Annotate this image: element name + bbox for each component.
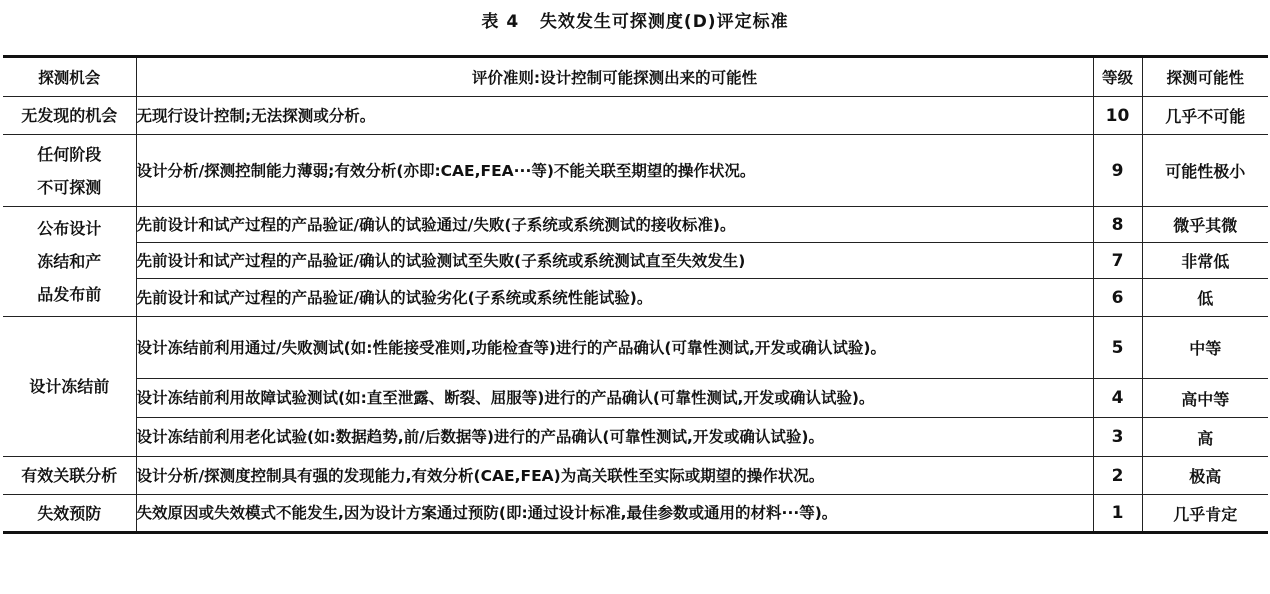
header-detection-opportunity: 探测机会 — [3, 57, 136, 97]
rank-cell: 9 — [1093, 135, 1142, 207]
table-row — [3, 495, 1268, 533]
table-row — [3, 317, 1268, 379]
detectability-cell: 高 — [1142, 418, 1268, 457]
detectability-cell: 可能性极小 — [1142, 135, 1268, 207]
detection-opportunity-cell — [3, 495, 136, 533]
table-row — [3, 207, 1268, 243]
evaluation-criteria-cell: 先前设计和试产过程的产品验证/确认的试验劣化(子系统或系统性能试验)。 — [136, 279, 1093, 317]
detectability-cell: 中等 — [1142, 317, 1268, 379]
detection-opportunity-cell — [3, 207, 136, 317]
detection-opportunity-cell — [3, 317, 136, 457]
table-row — [3, 379, 1268, 418]
header-evaluation-criteria: 评价准则:设计控制可能探测出来的可能性 — [136, 57, 1093, 97]
rank-cell: 8 — [1093, 207, 1142, 243]
detectability-cell: 高中等 — [1142, 379, 1268, 418]
detectability-cell: 低 — [1142, 279, 1268, 317]
rank-cell: 10 — [1093, 97, 1142, 135]
detection-opportunity-text: 任何阶段 不可探测 — [37, 144, 102, 197]
table-row — [3, 135, 1268, 207]
rank-cell: 6 — [1093, 279, 1142, 317]
evaluation-criteria-cell: 无现行设计控制;无法探测或分析。 — [136, 97, 1093, 135]
detection-opportunity-text: 公布设计 冻结和产 品发布前 — [37, 219, 102, 304]
detectability-cell: 几乎肯定 — [1142, 495, 1268, 533]
detectability-cell: 微乎其微 — [1142, 207, 1268, 243]
header-detectability: 探测可能性 — [1142, 57, 1268, 97]
detection-opportunity-text: 设计冻结前 — [29, 377, 110, 396]
table-title-text: 表 4 失效发生可探测度(D)评定标准 — [481, 12, 789, 32]
evaluation-criteria-cell: 设计冻结前利用通过/失败测试(如:性能接受准则,功能检查等)进行的产品确认(可靠性测试,开发或确认试验)。 — [136, 317, 1093, 379]
header-rank: 等级 — [1093, 57, 1142, 97]
evaluation-criteria-cell: 设计分析/探测控制能力薄弱;有效分析(亦即:CAE,FEA···等)不能关联至期望的操作状况。 — [136, 135, 1093, 207]
rank-cell: 3 — [1093, 418, 1142, 457]
detection-opportunity-text: 无发现的机会 — [21, 106, 118, 125]
rank-cell: 2 — [1093, 457, 1142, 495]
detectability-cell: 非常低 — [1142, 243, 1268, 279]
table-row — [3, 97, 1268, 135]
evaluation-criteria-cell: 设计冻结前利用老化试验(如:数据趋势,前/后数据等)进行的产品确认(可靠性测试,开发或确认试验)。 — [136, 418, 1093, 457]
evaluation-criteria-cell: 先前设计和试产过程的产品验证/确认的试验测试至失败(子系统或系统测试直至失效发生) — [136, 243, 1093, 279]
rank-cell: 1 — [1093, 495, 1142, 533]
table-title — [0, 7, 1270, 32]
detection-opportunity-cell — [3, 135, 136, 207]
detection-rating-table — [3, 55, 1268, 534]
rank-cell: 4 — [1093, 379, 1142, 418]
evaluation-criteria-cell: 先前设计和试产过程的产品验证/确认的试验通过/失败(子系统或系统测试的接收标准)。 — [136, 207, 1093, 243]
rank-cell: 5 — [1093, 317, 1142, 379]
table-header-row — [3, 57, 1268, 97]
table-row — [3, 243, 1268, 279]
detectability-cell: 几乎不可能 — [1142, 97, 1268, 135]
detection-opportunity-text: 失效预防 — [37, 503, 102, 523]
table-body — [3, 97, 1268, 533]
table-row — [3, 457, 1268, 495]
table-row — [3, 279, 1268, 317]
evaluation-criteria-cell: 设计冻结前利用故障试验测试(如:直至泄露、断裂、屈服等)进行的产品确认(可靠性测试,开发或确认试验)。 — [136, 379, 1093, 418]
rank-cell: 7 — [1093, 243, 1142, 279]
detectability-cell: 极高 — [1142, 457, 1268, 495]
evaluation-criteria-cell: 设计分析/探测度控制具有强的发现能力,有效分析(CAE,FEA)为高关联性至实际或期望的操作状况。 — [136, 457, 1093, 495]
table-row — [3, 418, 1268, 457]
detection-opportunity-cell — [3, 97, 136, 135]
detection-opportunity-cell — [3, 457, 136, 495]
detection-opportunity-text: 有效关联分析 — [21, 466, 118, 485]
evaluation-criteria-cell: 失效原因或失效模式不能发生,因为设计方案通过预防(即:通过设计标准,最佳参数或通用的材料···等)。 — [136, 495, 1093, 533]
